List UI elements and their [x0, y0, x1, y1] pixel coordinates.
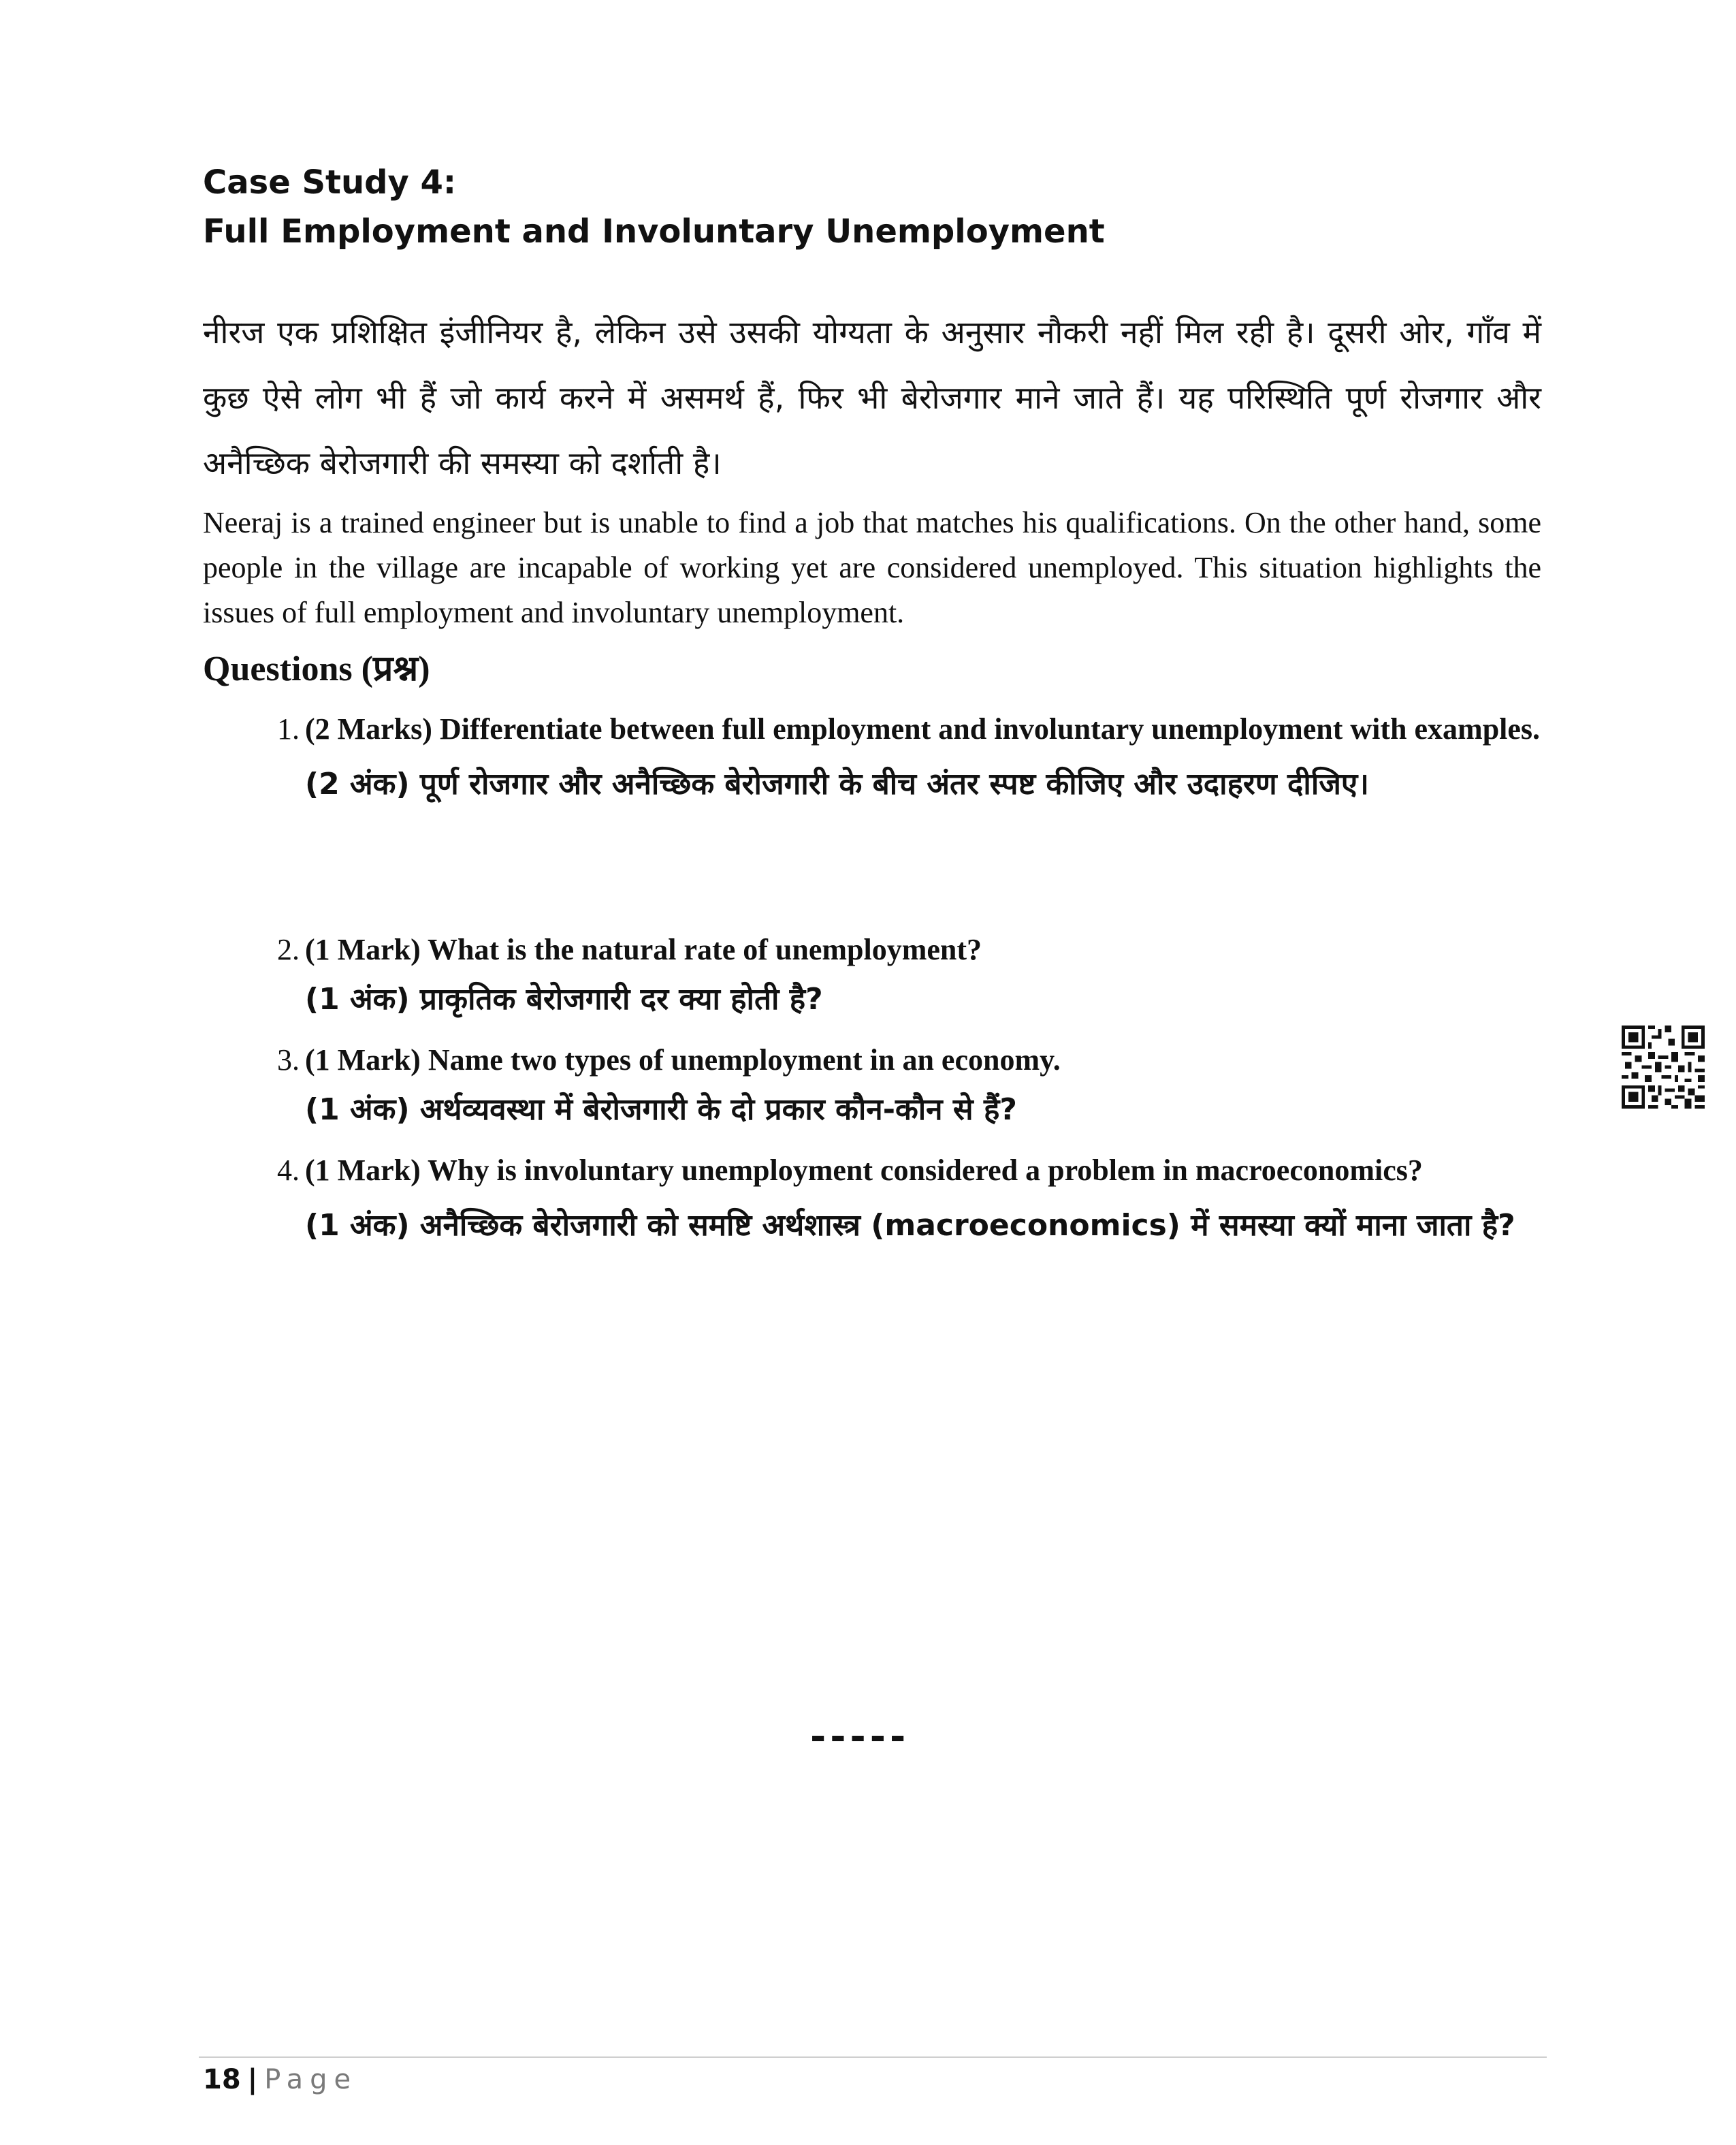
page-number: 18 [203, 2064, 241, 2095]
question-hindi: (2 अंक) पूर्ण रोजगार और अनैच्छिक बेरोजगारी के बीच अंतर स्पष्ट कीजिए और उदाहरण दीजिए। [305, 767, 1369, 801]
question-english: (2 Marks) Differentiate between full employment and involuntary unemployment with examples. [305, 712, 1541, 746]
question-item-3 [252, 1038, 1541, 1137]
question-hindi: (1 अंक) प्राकृतिक बेरोजगारी दर क्या होती है? [305, 982, 823, 1017]
case-study-title: Full Employment and Involuntary Unemployment [203, 212, 1105, 251]
question-item-4 [252, 1148, 1541, 1258]
footer-divider [199, 2056, 1547, 2058]
question-number: 3. [277, 1043, 300, 1077]
question-number: 2. [277, 933, 300, 966]
question-item-2 [252, 927, 1541, 1027]
question-number: 1. [277, 712, 300, 746]
question-item-1 [252, 707, 1541, 817]
passage-english: Neeraj is a trained engineer but is unable to find a job that matches his qualifications. On the other hand, some people in the village are incapable of working yet are considered unemployed. This situation highlights the issues of full employment and involuntary unemployment. [203, 506, 1541, 629]
qr-code-icon [1622, 1026, 1705, 1109]
question-english: (1 Mark) What is the natural rate of unemployment? [305, 933, 982, 966]
footer-separator: | [247, 2064, 258, 2095]
page-label: Page [264, 2064, 358, 2095]
question-number: 4. [277, 1154, 300, 1187]
questions-heading: Questions (प्रश्न) [203, 650, 430, 688]
question-english: (1 Mark) Name two types of unemployment in an economy. [305, 1043, 1061, 1077]
title-block [203, 158, 1558, 256]
question-hindi: (1 अंक) अर्थव्यवस्था में बेरोजगारी के दो प्रकार कौन-कौन से हैं? [305, 1092, 1017, 1127]
passage-hindi: नीरज एक प्रशिक्षित इंजीनियर है, लेकिन उसे उसकी योग्यता के अनुसार नौकरी नहीं मिल रही है। दूसरी ओर, गाँव में कुछ ऐसे लोग भी हैं जो कार्य करने में असमर्थ हैं, फिर भी बेरोजगार माने जाते हैं। यह परिस्थिति पूर्ण रोजगार और अनैच्छिक बेरोजगारी की समस्या को दर्शाती है। [203, 314, 1541, 481]
page-footer [203, 2061, 357, 2099]
end-marker: ----- [810, 1715, 910, 1759]
question-english: (1 Mark) Why is involuntary unemployment considered a problem in macroeconomics? [305, 1154, 1423, 1187]
question-hindi: (1 अंक) अनैच्छिक बेरोजगारी को समष्टि अर्थशास्त्र (macroeconomics) में समस्या क्यों माना जाता है? [305, 1208, 1515, 1243]
case-study-label: Case Study 4: [203, 163, 457, 202]
